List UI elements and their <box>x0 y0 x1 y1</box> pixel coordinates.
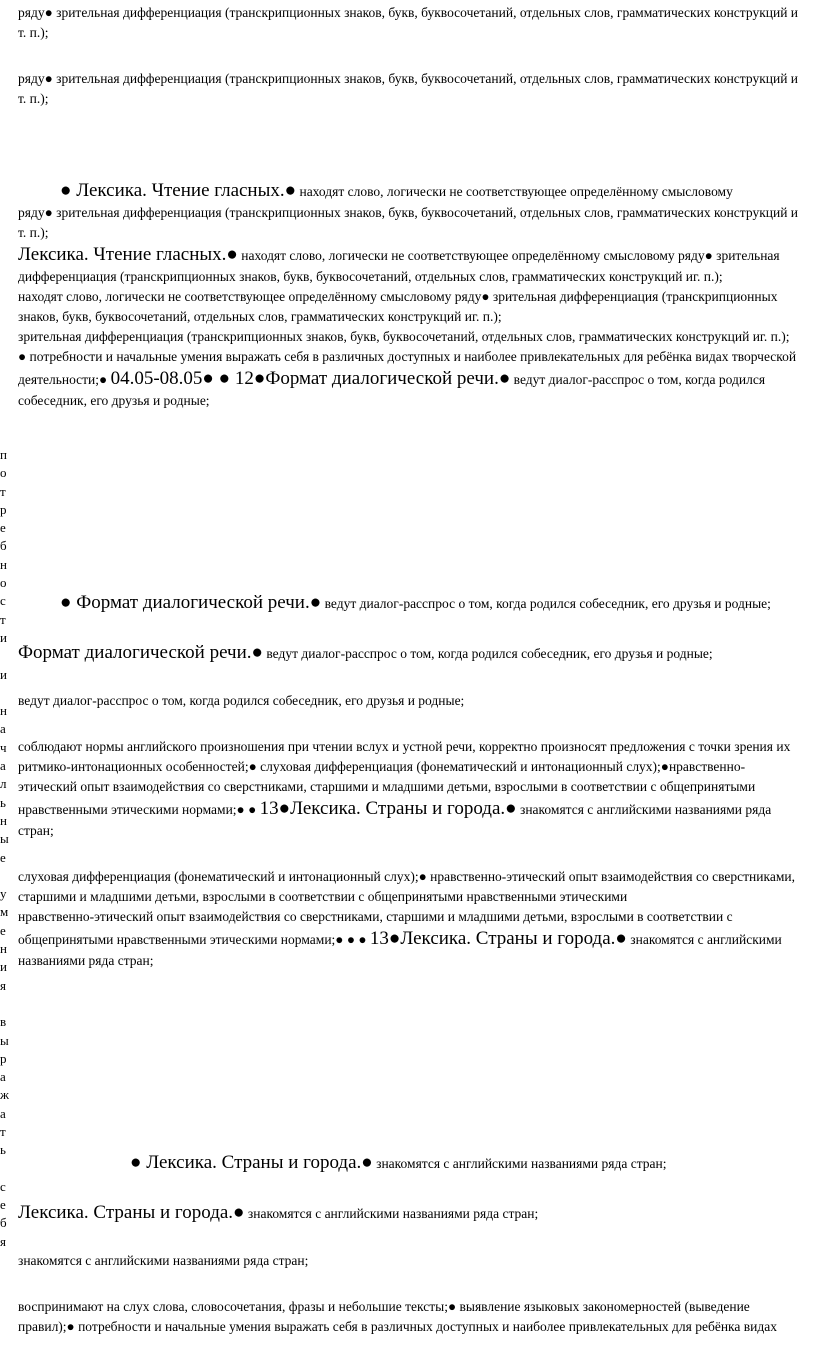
text-row <box>18 347 812 367</box>
text-row <box>18 3 812 23</box>
vertical-letter <box>0 1160 12 1178</box>
text-row <box>18 641 812 665</box>
text-line: находят слово, логически не соответствующее определённому смысловому <box>299 184 733 199</box>
text-line: ведут диалог-расспрос о том, когда родился собеседник, его друзья и родные; <box>18 693 465 708</box>
vertical-letter: я <box>0 977 6 993</box>
text-row <box>18 1317 812 1337</box>
vertical-letter: б <box>0 538 7 554</box>
vertical-letter: ы <box>0 831 9 847</box>
vertical-letter <box>0 995 12 1013</box>
vertical-letter: т <box>0 483 6 499</box>
text-line: стран; <box>18 823 54 838</box>
text-line: воспринимают на слух слова, словосочетания, фразы и небольшие тексты;● <box>18 1299 457 1314</box>
text-line: собеседник, его друзья и родные; <box>18 393 210 408</box>
text-row <box>18 691 812 711</box>
text-row <box>18 1297 812 1317</box>
text-line: знакомятся с английскими названиями ряда стран; <box>247 1206 539 1221</box>
text-row <box>18 737 812 757</box>
text-line: ведут диалог-расспрос о том, когда родился собеседник, его друзья и родные; <box>324 596 771 611</box>
text-line: Формат диалогической речи.● <box>18 642 263 663</box>
text-row <box>18 179 812 203</box>
vertical-letter: н <box>0 556 7 572</box>
text-row <box>18 23 812 43</box>
text-line: слуховая дифференциация (фонематический и интонационный слух);● нравственно-этический опыт взаимодействия со сверстниками, <box>18 869 795 884</box>
vertical-letter: н <box>0 703 7 719</box>
vertical-letter: ы <box>0 1032 9 1048</box>
text-line: зрительная дифференциация (транскрипционных знаков, букв, буквосочетаний, отдельных слов, грамматических конструкций иг. п.); <box>18 329 790 344</box>
text-line: ритмико-интонационных особенностей;● слуховая дифференциация (фонематический и интонационный слух);●нравственно- <box>18 759 746 774</box>
text-line: названиями ряда стран; <box>18 953 154 968</box>
text-row <box>18 907 812 927</box>
text-line: ● Формат диалогической речи.● <box>60 592 322 613</box>
vertical-letter <box>0 647 12 665</box>
text-row <box>18 267 812 287</box>
text-line: находят слово, логически не соответствующее определённому смысловому ряду● зрительная дифференциация (транскрипционных <box>18 289 778 304</box>
text-line: ряду● зрительная дифференциация (транскрипционных знаков, букв, буквосочетаний, отдельных слов, грамматических конструкций и <box>18 71 799 86</box>
text-row <box>18 797 812 821</box>
text-row <box>18 887 812 907</box>
text-line: ведут диалог-расспрос о том, когда родился <box>513 372 766 387</box>
vertical-text-column <box>0 446 12 1251</box>
vertical-letter: ж <box>0 1087 9 1103</box>
text-row <box>18 69 812 89</box>
text-row <box>18 821 812 841</box>
text-line: дифференциация (транскрипционных знаков, букв, буквосочетаний, отдельных слов, грамматических конструкций иг. п.); <box>18 269 723 284</box>
vertical-letter: а <box>0 758 6 774</box>
vertical-letter: е <box>0 849 6 865</box>
vertical-letter: и <box>0 959 7 975</box>
text-row <box>18 927 812 951</box>
text-line: деятельности;● <box>18 372 108 387</box>
vertical-letter: у <box>0 886 7 902</box>
text-line: т. п.); <box>18 25 49 40</box>
vertical-letter: н <box>0 812 7 828</box>
text-row <box>18 591 812 615</box>
text-line: нравственно-этический опыт взаимодействия со сверстниками, старшими и младшими детьми, взрослыми в соответствии с <box>18 909 733 924</box>
text-line: Лексика. Страны и города.● <box>18 1202 245 1223</box>
text-row <box>18 307 812 327</box>
text-row <box>18 243 812 267</box>
vertical-letter: с <box>0 1178 6 1194</box>
text-line: общепринятыми нравственными этическими нормами;● ● ● <box>18 932 367 947</box>
text-row <box>18 327 812 347</box>
text-line: ведут диалог-расспрос о том, когда родился собеседник, его друзья и родные; <box>266 646 713 661</box>
vertical-letter <box>0 867 12 885</box>
text-line: ряду● зрительная дифференциация (транскрипционных знаков, букв, буквосочетаний, отдельных слов, грамматических конструкций и <box>18 5 799 20</box>
vertical-letter: о <box>0 465 7 481</box>
text-line: ● Лексика. Страны и города.● <box>130 1152 373 1173</box>
text-line: ● Лексика. Чтение гласных.● <box>60 180 297 201</box>
vertical-letter: б <box>0 1215 7 1231</box>
vertical-letter: ь <box>0 794 6 810</box>
vertical-letter <box>0 684 12 702</box>
text-row <box>18 203 812 223</box>
text-line: соблюдают нормы английского произношения при чтении вслух и устной речи, корректно произносят предложения с точки зрения их <box>18 739 791 754</box>
vertical-letter: и <box>0 666 7 682</box>
text-line: нравственными этическими нормами;● ● <box>18 802 257 817</box>
vertical-letter: о <box>0 575 7 591</box>
vertical-letter: л <box>0 776 7 792</box>
text-line: 13●Лексика. Страны и города.● <box>369 928 627 949</box>
text-line: правил);● потребности и начальные умения выражать себя в различных доступных и наиболее привлекательных для ребёнка видах <box>18 1319 777 1334</box>
text-row <box>18 757 812 777</box>
text-row <box>18 1151 812 1175</box>
text-row <box>18 89 812 109</box>
text-line: выявление языковых закономерностей (выведение <box>459 1299 750 1314</box>
text-line: Лексика. Чтение гласных.● <box>18 244 238 265</box>
vertical-letter: м <box>0 904 9 920</box>
vertical-letter: и <box>0 629 7 645</box>
text-row <box>18 223 812 243</box>
vertical-letter: е <box>0 922 6 938</box>
vertical-letter: н <box>0 941 7 957</box>
text-line: ● <box>18 349 27 364</box>
vertical-letter: а <box>0 1069 6 1085</box>
text-line: потребности и начальные умения выражать себя в различных доступных и наиболее привлекательных для ребёнка видах творческой <box>29 349 797 364</box>
text-line: знакомятся с английскими названиями ряда стран; <box>376 1156 667 1171</box>
text-line: старшими и младшими детьми, взрослыми в соответствии с общепринятыми нравственными этическими <box>18 889 628 904</box>
text-line: т. п.); <box>18 225 49 240</box>
vertical-letter: ч <box>0 739 7 755</box>
text-line: знаков, букв, буквосочетаний, отдельных слов, грамматических конструкций иг. п.); <box>18 309 502 324</box>
text-line: знакомятся с английскими названиями ряда <box>519 802 772 817</box>
text-row <box>18 367 812 391</box>
text-line: 04.05-08.05● ● 12●Формат диалогической речи.● <box>110 368 511 389</box>
vertical-letter: т <box>0 611 6 627</box>
text-row <box>18 391 812 411</box>
text-row <box>18 777 812 797</box>
vertical-letter: в <box>0 1014 7 1030</box>
text-row <box>18 1251 812 1271</box>
text-row <box>18 867 812 887</box>
vertical-letter: а <box>0 721 6 737</box>
vertical-letter: р <box>0 501 7 517</box>
text-line: знакомятся с английскими названиями ряда стран; <box>18 1253 309 1268</box>
vertical-letter: р <box>0 1050 7 1066</box>
vertical-letter: т <box>0 1123 6 1139</box>
vertical-letter: е <box>0 1197 6 1213</box>
text-line: находят слово, логически не соответствующее определённому смысловому ряду● зрительная <box>241 248 780 263</box>
text-row <box>18 951 812 971</box>
text-line: этический опыт взаимодействия со сверстниками, старшими и младшими детьми, взрослыми в соответствии с общепринятыми <box>18 779 756 794</box>
text-row <box>18 287 812 307</box>
vertical-letter: я <box>0 1233 6 1249</box>
vertical-letter: е <box>0 520 6 536</box>
vertical-letter: ь <box>0 1142 6 1158</box>
vertical-letter: с <box>0 593 6 609</box>
vertical-letter: п <box>0 447 7 462</box>
text-row <box>18 1201 812 1225</box>
text-line: ряду● зрительная дифференциация (транскрипционных знаков, букв, буквосочетаний, отдельных слов, грамматических конструкций и <box>18 205 799 220</box>
vertical-letter: а <box>0 1105 6 1121</box>
text-line: т. п.); <box>18 91 49 106</box>
text-line: 13●Лексика. Страны и города.● <box>259 798 517 819</box>
text-line: знакомятся с английскими <box>630 932 782 947</box>
